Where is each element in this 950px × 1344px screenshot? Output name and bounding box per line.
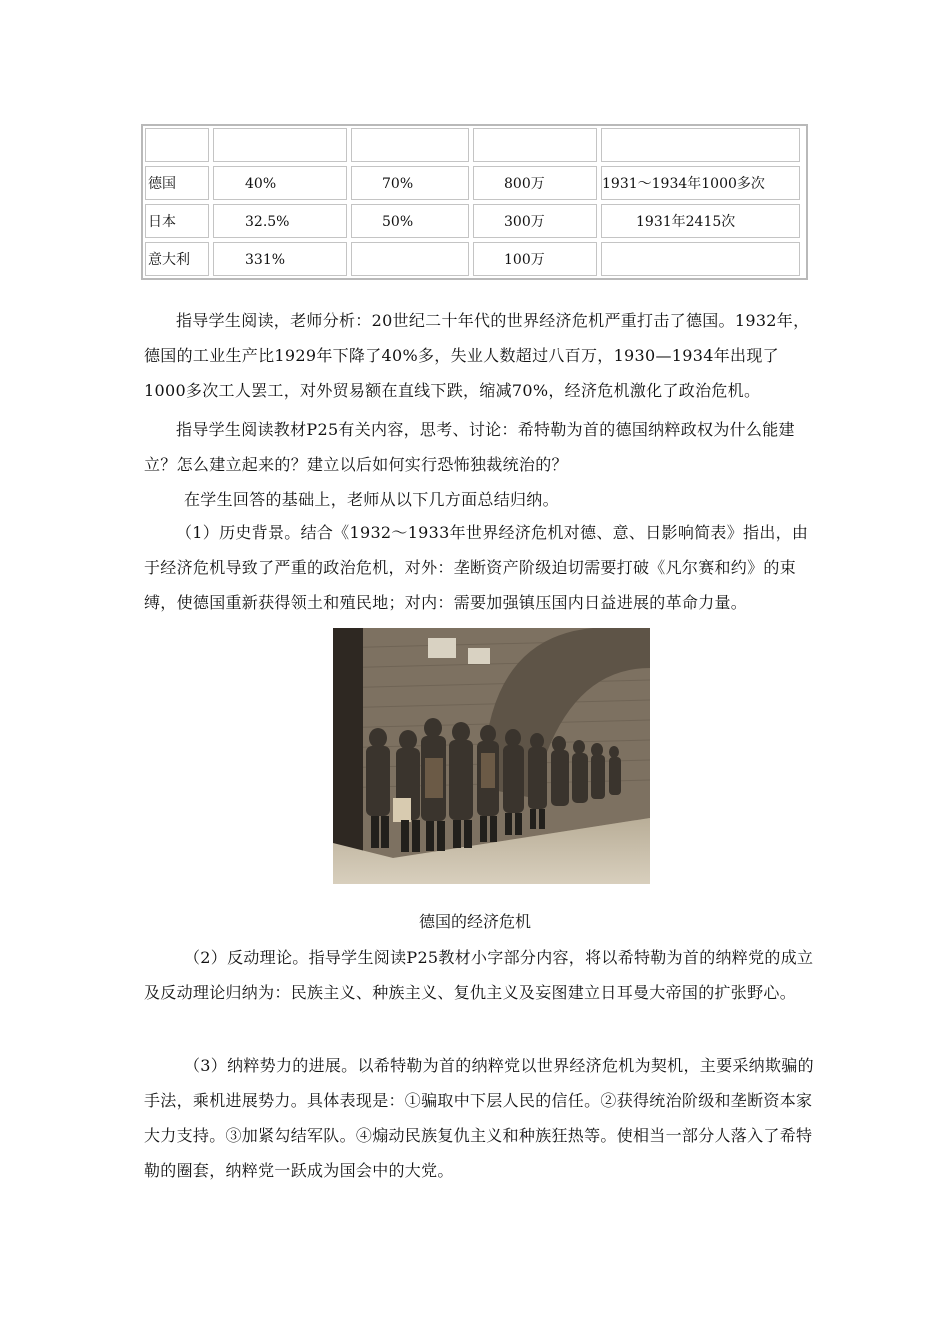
table-row [143,240,806,278]
table-row [143,202,806,240]
table-cell-country: 日本 [145,204,209,238]
table-cell [601,242,800,276]
table-header-row [143,126,806,164]
table-cell-country: 意大利 [145,242,209,276]
table-cell: 300万 [473,204,597,238]
table-cell: 1931～1934年1000多次 [601,166,800,200]
statistics-table [141,124,808,280]
figure-caption: 德国的经济危机 [418,912,531,931]
table-header-cell [351,128,469,162]
table-cell: 32.5% [213,204,347,238]
table-cell: 70% [351,166,469,200]
table-header-cell [601,128,800,162]
paragraph-nazi-expansion: （3）纳粹势力的进展。以希特勒为首的纳粹党以世界经济危机为契机，主要采纳欺骗的手法，乘机进展势力。具体表现是：①骗取中下层人民的信任。②获得统治阶级和垄断资本家大力支持。③加紧勾结军队。④煽动民族复仇主义和种族狂热等。使相当一部分人落入了希特勒的圈套，纳粹党一跃成为国会中的大党。 [144,1056,814,1180]
table-row [143,164,806,202]
paragraph-reactionary-theory: （2）反动理论。指导学生阅读P25教材小字部分内容，将以希特勒为首的纳粹党的成立及反动理论归纳为：民族主义、种族主义、复仇主义及妄图建立日耳曼大帝国的扩张野心。 [144,948,814,1002]
table-header-cell [213,128,347,162]
paragraph-reading-task: 指导学生阅读教材P25有关内容，思考、讨论：希特勒为首的德国纳粹政权为什么能建立？怎么建立起来的？建立以后如何实行恐怖独裁统治的？ [144,420,795,474]
table-cell: 800万 [473,166,597,200]
paragraph-summary-intro: 在学生回答的基础上，老师从以下几方面总结归纳。 [184,490,559,509]
table-cell-country: 德国 [145,166,209,200]
table-header-cell [145,128,209,162]
table-cell: 1931年2415次 [601,204,800,238]
paragraph-historical-background: （1）历史背景。结合《1932～1933年世界经济危机对德、意、日影响简表》指出，由于经济危机导致了严重的政治危机，对外：垄断资产阶级迫切需要打破《凡尔赛和约》的束缚，使德国重新获得领土和殖民地；对内：需要加强镇压国内日益进展的革命力量。 [144,523,809,612]
table-cell: 100万 [473,242,597,276]
table-header-cell [473,128,597,162]
table-cell: 331% [213,242,347,276]
table-cell: 50% [351,204,469,238]
table-cell [351,242,469,276]
paragraph-analysis: 指导学生阅读，老师分析：20世纪二十年代的世界经济危机严重打击了德国。1932年，德国的工业生产比1929年下降了40%多，失业人数超过八百万，1930—1934年出现了1000多次工人罢工，对外贸易额在直线下跌，缩减70%，经济危机激化了政治危机。 [144,311,810,400]
table-cell: 40% [213,166,347,200]
breadline-photo [333,628,650,884]
